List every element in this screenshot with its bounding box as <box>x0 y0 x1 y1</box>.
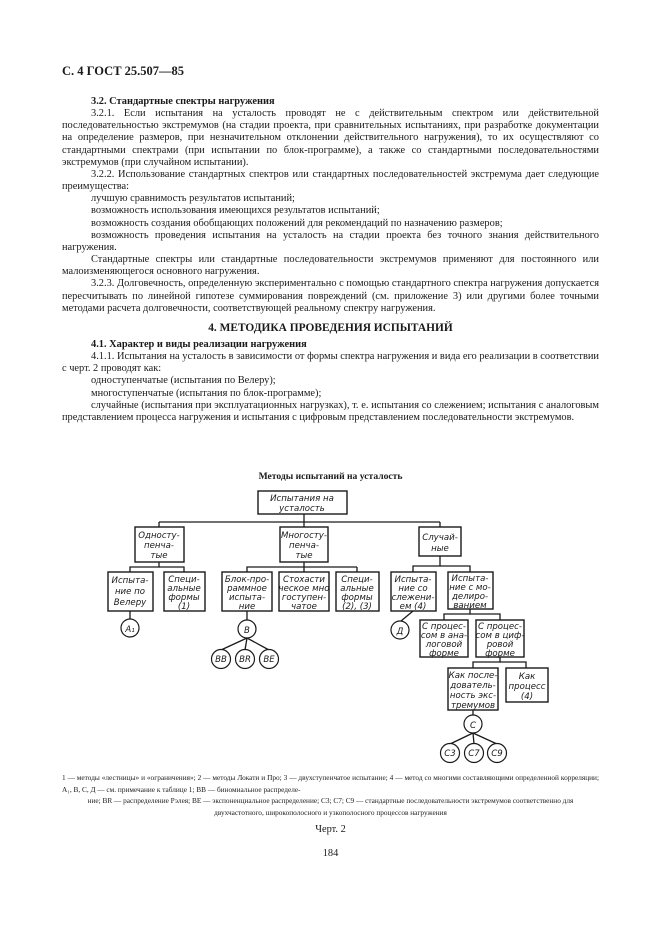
box-line: (1) <box>177 602 191 612</box>
circle-label: C <box>469 721 477 731</box>
box-line: ем (4) <box>399 602 427 612</box>
paragraph-3-2-3: 3.2.3. Долговечность, определенную экспериментально с помощью стандартного спектра нагружения допускается пересчитывать по линейной гипотезе суммирования повреждений (см. приложение 3) или другими более точными методами расчета долговечности, соответствующей реальному спектру нагружения. <box>62 278 599 314</box>
circle-bb <box>212 650 231 669</box>
box-line: тые <box>150 551 168 561</box>
circle-a1 <box>121 619 139 637</box>
paragraph-3-2-2-b: Стандартные спектры или стандартные последовательности экстремумов применяют для постоянного или малоизменяющегося основного нагружения. <box>62 254 599 278</box>
box-line: логовой <box>425 640 463 650</box>
multi-stage-box <box>280 527 328 562</box>
figure-caption: Черт. 2 <box>315 824 346 835</box>
connector <box>245 638 247 650</box>
box-line: ние <box>238 602 256 612</box>
note-line-1: 1 — методы «лестницы» и «ограничения»; 2 — методы Локати и Про; 3 — двухступенчатое испытание; 4 — метод со многими составляющими определенной корреляции; A₁, B, C, Д — см. примечание к таблице 1; BB — биномиальное распределе- <box>62 773 599 794</box>
box-line: Многосту- <box>281 531 327 541</box>
box-line: форме <box>485 649 515 659</box>
box-line: Велеру <box>113 598 147 608</box>
box-line: процесс <box>508 682 546 692</box>
stochastic-box <box>279 572 330 612</box>
box-line: слежени- <box>391 593 435 603</box>
list-item: возможность проведения испытания на усталость на стадии проекта без точного знания действительного нагружения. <box>62 229 599 253</box>
box-line: ровой <box>486 640 514 650</box>
box-line: альные <box>340 584 374 594</box>
box-line: форме <box>429 649 459 659</box>
box-line: формы <box>341 593 373 603</box>
circle-label: BB <box>215 655 227 665</box>
subsection-heading-3-2: 3.2. Стандартные спектры нагружения <box>91 96 275 107</box>
modelling-test-box <box>448 572 493 611</box>
box-line: раммное <box>227 584 267 594</box>
page-header: С. 4 ГОСТ 25.507—85 <box>62 64 185 78</box>
extremum-sequence-box <box>448 668 498 711</box>
box-line: формы <box>168 593 200 603</box>
box-line: испыта- <box>228 593 266 603</box>
box-line: ние по <box>114 587 146 597</box>
subsection-heading-4-1: 4.1. Характер и виды реализации нагружения <box>91 338 307 350</box>
box-line: С процес- <box>477 622 523 632</box>
list-item: лучшую сравнимость результатов испытаний; <box>91 193 295 205</box>
wohler-test-box <box>108 572 153 611</box>
connector <box>473 733 474 744</box>
circle-c9 <box>488 744 507 763</box>
box-line: ческое мно <box>278 584 330 594</box>
box-line: Стохасти <box>283 575 325 585</box>
paragraph-3-2-1: 3.2.1. Если испытания на усталость проводят не с действительным спектром или действительной последовательностью экстремумов (на стадии проекта, при сравнительных испытаниях, при разработке документации на определение размеров, при незначительном отклонении действительного нагружения), то их осуществляют со стандартными спектрами (при испытании по блок-программе), а также со стандартными последовательностями экстремумов (при случайном испытании). <box>62 108 599 168</box>
list-item: возможность создания обобщающих положений для рекомендаций по назначению размеров; <box>91 217 503 229</box>
connector <box>470 614 500 620</box>
connector <box>247 562 304 572</box>
circle-label: BE <box>263 655 275 665</box>
circle-label: Д <box>396 627 404 637</box>
box-line: Испыта- <box>451 574 489 584</box>
digital-process-box <box>476 620 525 659</box>
connector <box>221 638 247 650</box>
circle-label: B <box>244 626 250 636</box>
page-number: 184 <box>322 848 339 859</box>
circle-label: BR <box>239 655 251 665</box>
list-item: многоступенчатые (испытания по блок-программе); <box>91 387 322 399</box>
circle-c <box>464 715 482 733</box>
list-item: одноступенчатые (испытания по Велеру); <box>91 375 276 387</box>
circle-label: A₁ <box>125 625 135 635</box>
connector <box>413 556 440 572</box>
special-forms-2-3-box <box>336 572 379 612</box>
box-line: Специ- <box>341 575 373 585</box>
circle-label: C9 <box>491 749 503 759</box>
connector <box>450 733 473 744</box>
box-line: Испыта- <box>394 575 432 585</box>
box-line: Испытания на <box>270 494 334 504</box>
box-line: пенча- <box>289 541 319 551</box>
box-line: (2), (3) <box>342 602 372 612</box>
box-line: С процес- <box>421 622 467 632</box>
analog-process-box <box>420 620 468 659</box>
box-line: ние со <box>398 584 428 594</box>
box-line: альные <box>167 584 201 594</box>
circle-label: C7 <box>468 749 480 759</box>
list-item: случайные (испытания при эксплуатационных нагрузках), т. е. испытания со слежением; испытания с аналоговым представлением процесса нагружения и испытания с цифровым представлением последовательности экстремумов. <box>62 399 599 423</box>
circle-d <box>391 621 409 639</box>
circle-label: C3 <box>444 749 456 759</box>
as-process-box <box>506 668 548 702</box>
box-line: тые <box>295 551 313 561</box>
connector <box>159 567 184 572</box>
special-forms-1-box <box>164 572 205 612</box>
box-line: ность экс- <box>449 691 497 701</box>
box-line: пенча- <box>144 541 174 551</box>
box-line: Односту- <box>138 531 180 541</box>
box-line: Случай- <box>422 533 458 543</box>
box-line: Испыта- <box>111 576 149 586</box>
paragraph-3-2-2: 3.2.2. Использование стандартных спектров или стандартных последовательностей экстремума дает следующие преимущества: <box>62 168 599 193</box>
connector <box>401 611 413 621</box>
box-line: сом в ана- <box>420 631 468 641</box>
circle-br <box>236 650 255 669</box>
single-stage-box <box>135 527 184 562</box>
box-line: (4) <box>520 692 534 702</box>
random-box <box>419 527 461 556</box>
figure-title: Методы испытаний на усталость <box>258 471 403 482</box>
box-line: дователь- <box>450 681 496 691</box>
section-heading-4: 4. МЕТОДИКА ПРОВЕДЕНИЯ ИСПЫТАНИЙ <box>208 321 453 334</box>
paragraph-4-1-1: 4.1.1. Испытания на усталость в зависимости от формы спектра нагружения и вида его реализации в соответствии с черт. 2 проводят как: <box>62 351 599 375</box>
box-line: сом в циф- <box>475 631 525 641</box>
connector <box>473 733 497 744</box>
block-program-box <box>222 572 272 612</box>
box-line: Специ- <box>168 575 200 585</box>
box-line: усталость <box>279 504 325 514</box>
box-line: ние с мо- <box>449 583 491 593</box>
note-line-2: ние; BR — распределение Рэлея; BE — экспоненциальное распределение; C3; C7; C9 — стандартные последовательности экстремумов соответственно для двухчастотного, широкополосного и узкополосного процессов нагружения <box>87 796 574 817</box>
connector <box>130 562 159 572</box>
box-line: гоступен- <box>281 593 327 603</box>
tracking-test-box <box>391 572 436 612</box>
connector <box>247 638 269 650</box>
box-line: ванием <box>453 601 487 611</box>
list-item: возможность использования имеющихся результатов испытаний; <box>91 205 380 217</box>
circle-b <box>238 620 256 638</box>
box-line: Как <box>518 672 536 682</box>
box-line: Как после- <box>448 671 498 681</box>
circle-c3 <box>441 744 460 763</box>
box-line: делиро- <box>451 592 489 602</box>
root-box <box>258 491 347 514</box>
circle-be <box>260 650 279 669</box>
box-line: тремумов <box>450 701 496 711</box>
circle-c7 <box>465 744 484 763</box>
connector <box>440 566 470 572</box>
box-line: Блок-про- <box>224 575 270 585</box>
box-line: чатое <box>291 602 317 612</box>
connector <box>500 662 526 668</box>
figure-note <box>62 772 599 818</box>
box-line: ные <box>431 544 449 554</box>
